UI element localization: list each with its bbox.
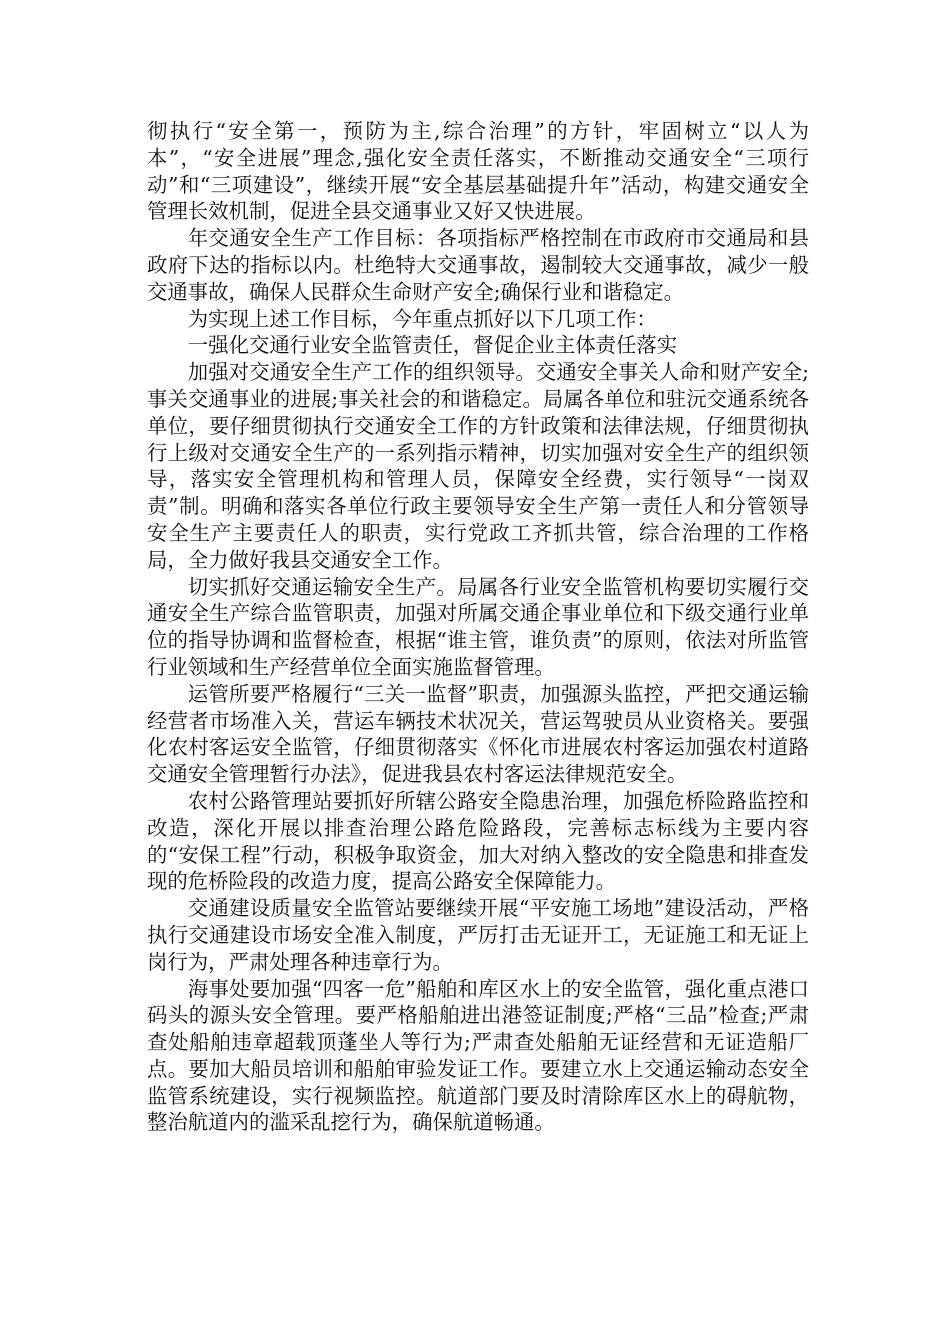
paragraph-9: 交通建设质量安全监管站要继续开展“平安施工场地”建设活动，严格执行交通建设市场安全准入制度，严厉打击无证开工，无证施工和无证上岗行为，严肃处理各种违章行为。 (147, 896, 809, 974)
paragraph-8: 农村公路管理站要抓好所辖公路安全隐患治理，加强危桥险路监控和改造，深化开展以排查治理公路危险路段，完善标志标线为主要内容的“安保工程”行动，积极争取资金，加大对纳入整改的安全隐患和排查发现的危桥险段的改造力度，提高公路安全保障能力。 (147, 788, 809, 894)
paragraph-2: 年交通安全生产工作目标：各项指标严格控制在市政府市交通局和县政府下达的指标以内。杜绝特大交通事故，遏制较大交通事故，减少一般交通事故，确保人民群众生命财产安全;确保行业和谐稳定。 (147, 226, 809, 304)
paragraph-10: 海事处要加强“四客一危”船舶和库区水上的安全监管，强化重点港口码头的源头安全管理。要严格船舶进出港签证制度;严格“三品”检查;严肃查处船舶违章超载顶蓬坐人等行为;严肃查处船舶无证经营和无证造船厂点。要加大船员培训和船舶审验发证工作。要建立水上交通运输动态安全监管系统建设，实行视频监控。航道部门要及时清除库区水上的碍航物，整治航道内的滥采乱挖行为，确保航道畅通。 (147, 976, 809, 1135)
paragraph-1: 彻执行“安全第一，预防为主,综合治理”的方针，牢固树立“以人为本”，“安全进展”理念,强化安全责任落实，不断推动交通安全“三项行动”和“三项建设”，继续开展“安全基层基础提升年”活动，构建交通安全管理长效机制，促进全县交通事业又好又快进展。 (147, 119, 809, 224)
document-body (147, 118, 809, 1136)
section-heading-1: 一强化交通行业安全监管责任，督促企业主体责任落实 (187, 333, 678, 358)
paragraph-7: 运管所要严格履行“三关一监督”职责，加强源头监控，严把交通运输经营者市场准入关，营运车辆技术状况关，营运驾驶员从业资格关。要强化农村客运安全监管，仔细贯彻落实《怀化市进展农村客运加强农村道路交通安全管理暂行办法》，促进我县农村客运法律规范安全。 (147, 681, 809, 787)
paragraph-3: 为实现上述工作目标，今年重点抓好以下几项工作： (187, 306, 657, 331)
paragraph-6: 切实抓好交通运输安全生产。局属各行业安全监管机构要切实履行交通安全生产综合监管职责，加强对所属交通企事业单位和下级交通行业单位的指导协调和监督检查，根据“谁主管，谁负责”的原则，依法对所监管行业领域和生产经营单位全面实施监督管理。 (147, 574, 809, 679)
paragraph-5: 加强对交通安全生产工作的组织领导。交通安全事关人命和财产安全;事关交通事业的进展;事关社会的和谐稳定。局属各单位和驻沅交通系统各单位，要仔细贯彻执行交通安全工作的方针政策和法律法规，仔细贯彻执行上级对交通安全生产的一系列指示精神，切实加强对安全生产的组织领导，落实安全管理机构和管理人员，保障安全经费，实行领导“一岗双责”制。明确和落实各单位行政主要领导安全生产第一责任人和分管领导安全生产主要责任人的职责，实行党政工齐抓共管，综合治理的工作格局，全力做好我县交通安全工作。 (147, 360, 809, 572)
